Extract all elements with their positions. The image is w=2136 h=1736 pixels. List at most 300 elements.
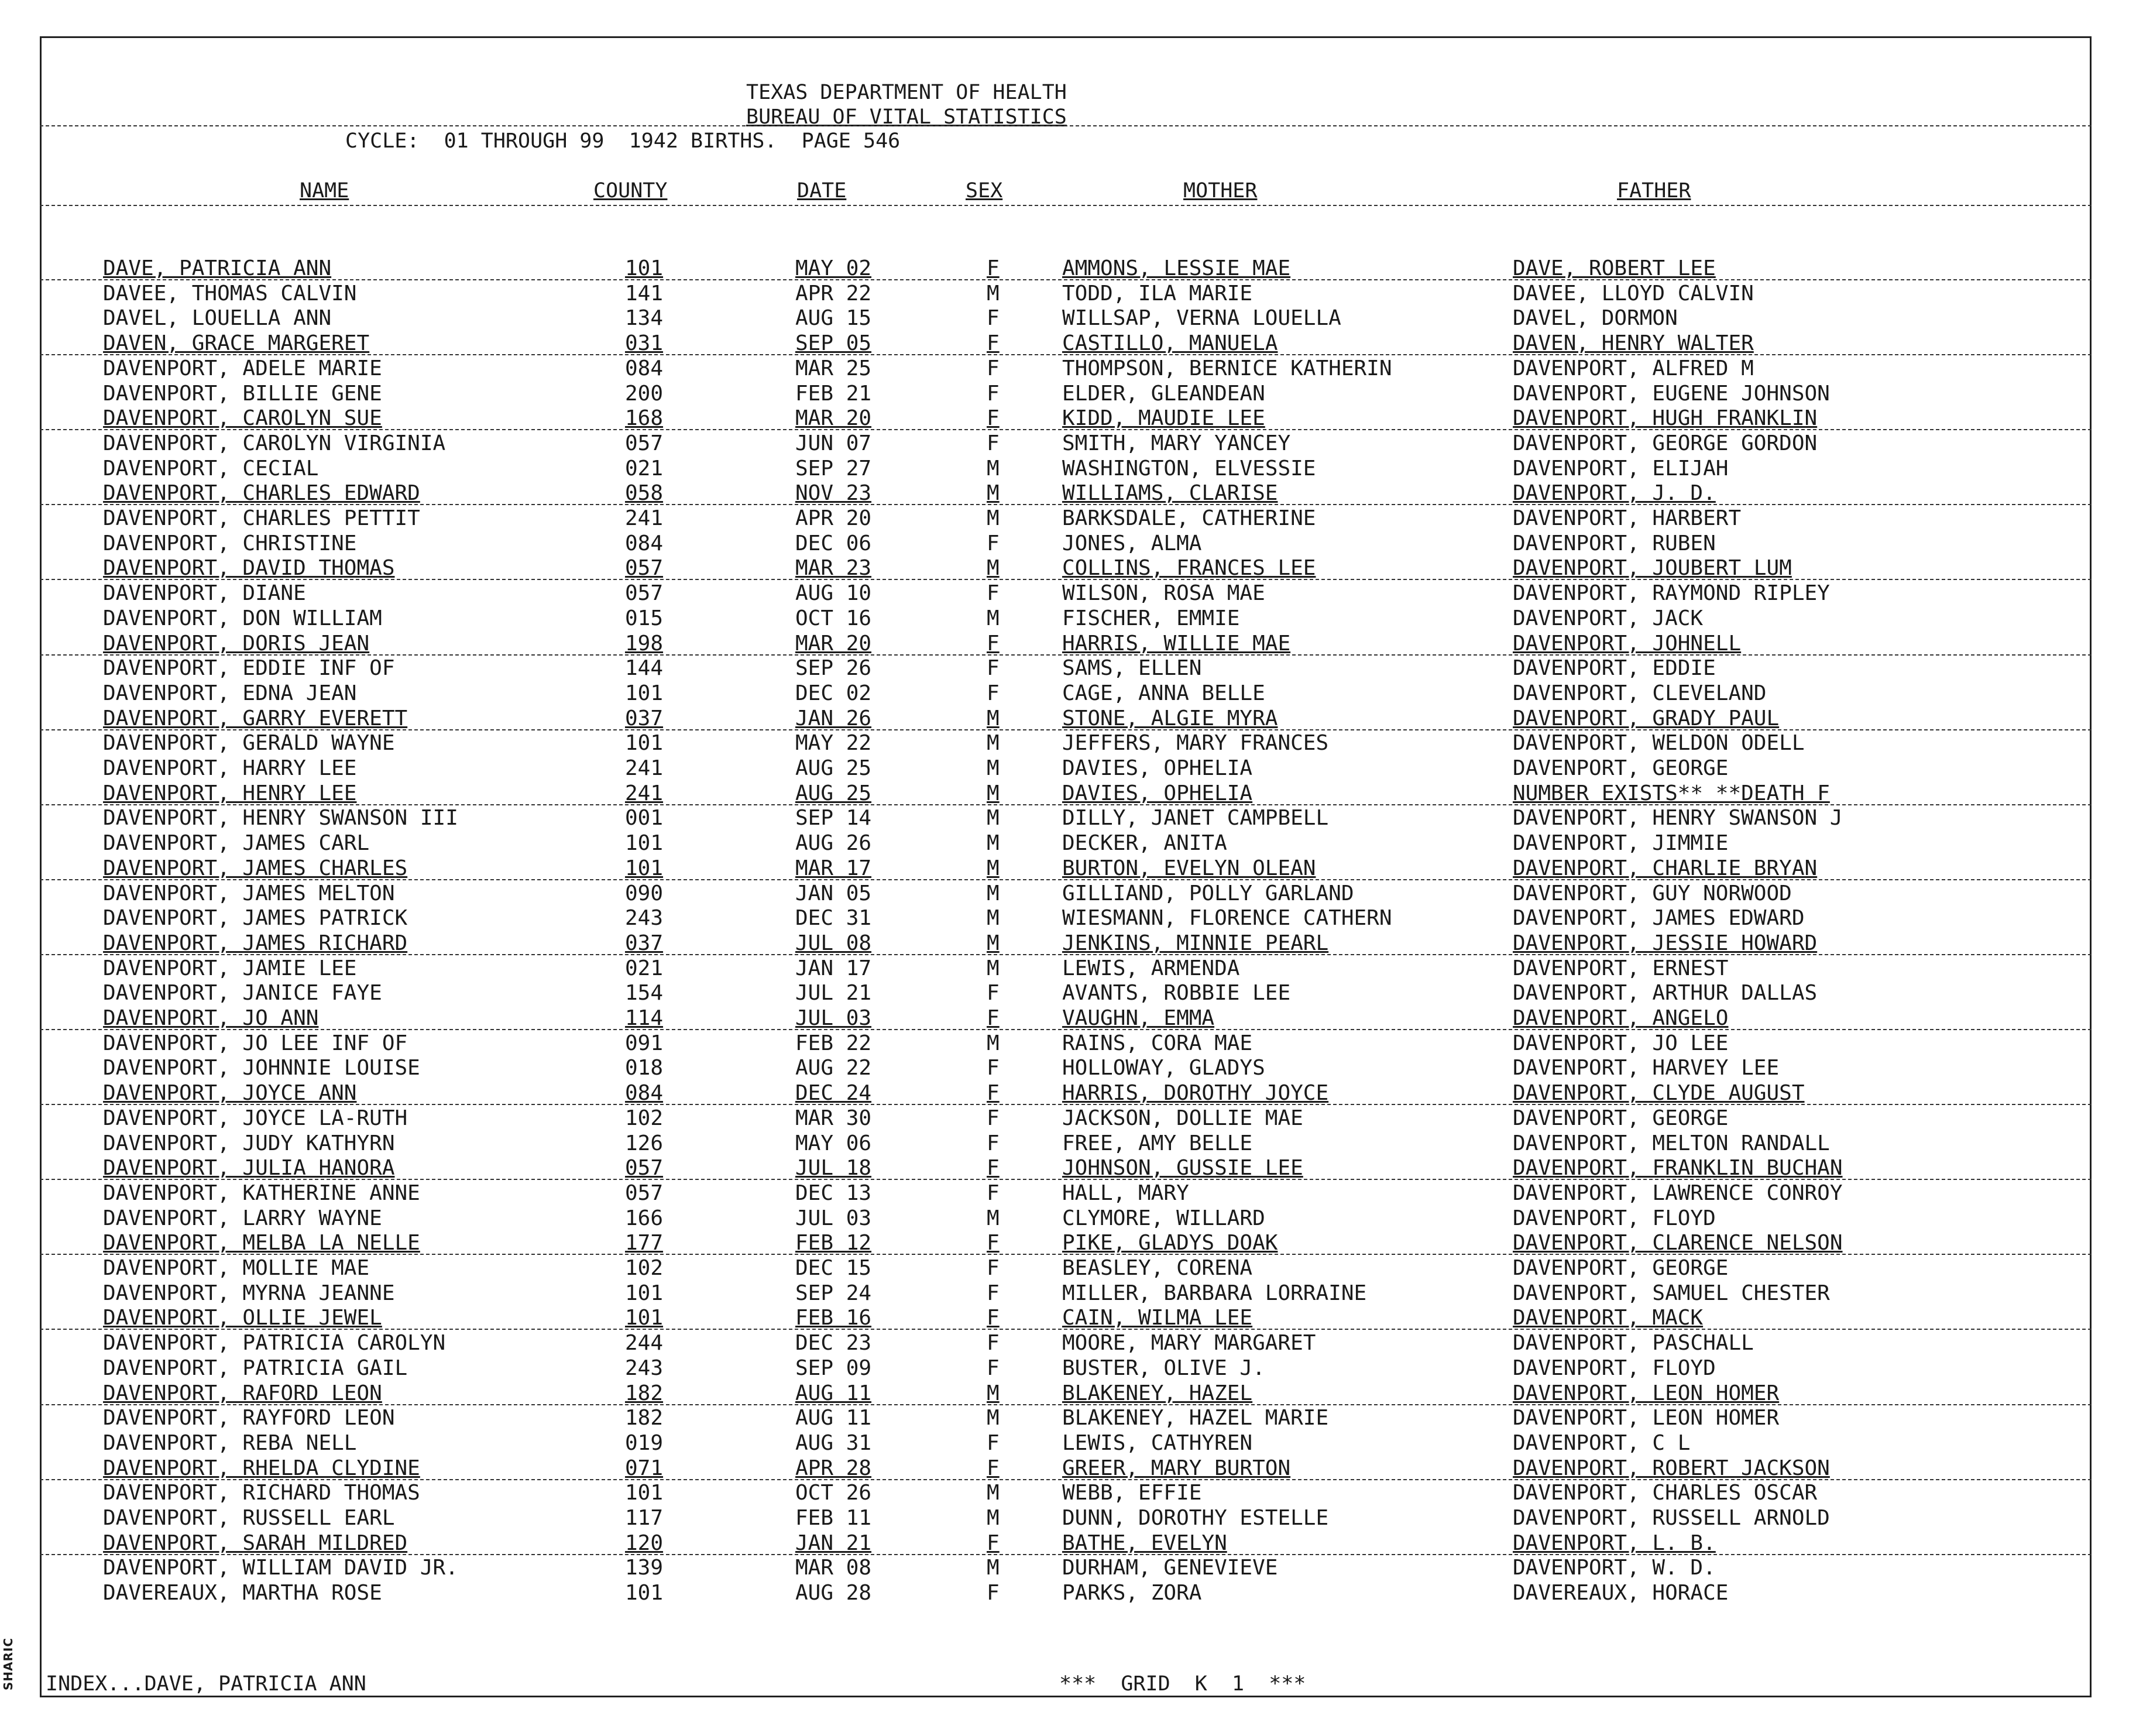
cell-name: DAVENPORT, RUSSELL EARL: [103, 1506, 395, 1530]
index-label: INDEX...DAVE, PATRICIA ANN: [46, 1672, 366, 1696]
cell-sex: F: [987, 1131, 1000, 1155]
cell-sex: F: [987, 1081, 1000, 1106]
cell-sex: M: [987, 706, 1000, 730]
cell-father: DAVENPORT, CLYDE AUGUST: [1513, 1081, 1805, 1106]
cell-county: 057: [625, 1156, 664, 1181]
cell-father: DAVEE, LLOYD CALVIN: [1513, 281, 1754, 306]
cell-name: DAVENPORT, JAMES CARL: [103, 831, 370, 856]
cell-date: JAN 21: [795, 1531, 872, 1555]
cell-father: DAVENPORT, MACK: [1513, 1306, 1704, 1330]
table-row: [0, 1483, 2136, 1507]
cell-father: DAVENPORT, HENRY SWANSON J: [1513, 806, 1843, 831]
cell-county: 102: [625, 1256, 664, 1280]
cell-sex: M: [987, 281, 1000, 306]
cell-mother: SMITH, MARY YANCEY: [1062, 431, 1291, 455]
cell-mother: BUSTER, OLIVE J.: [1062, 1356, 1265, 1380]
table-row: [0, 1430, 2136, 1457]
cell-county: 018: [625, 1056, 664, 1080]
cell-county: 071: [625, 1456, 664, 1480]
cell-sex: F: [987, 1281, 1000, 1305]
cell-name: DAVENPORT, JOYCE LA-RUTH: [103, 1106, 408, 1130]
cell-county: 037: [625, 706, 664, 730]
column-header-sex: SEX: [966, 179, 1003, 203]
cell-name: DAVENPORT, EDNA JEAN: [103, 681, 357, 705]
cell-mother: COLLINS, FRANCES LEE: [1062, 556, 1316, 581]
cell-mother: DECKER, ANITA: [1062, 831, 1227, 856]
cell-name: DAVENPORT, JAMES RICHARD: [103, 931, 408, 955]
cell-county: 031: [625, 331, 664, 356]
cell-name: DAVENPORT, RHELDA CLYDINE: [103, 1456, 420, 1480]
cell-mother: STONE, ALGIE MYRA: [1062, 706, 1278, 730]
cell-date: DEC 15: [795, 1256, 872, 1280]
cell-name: DAVENPORT, HENRY LEE: [103, 781, 357, 805]
cell-mother: CASTILLO, MANUELA: [1062, 331, 1278, 356]
cell-mother: CAIN, WILMA LEE: [1062, 1306, 1253, 1330]
cell-date: FEB 11: [795, 1506, 872, 1530]
table-row: [0, 908, 2136, 932]
cell-sex: M: [987, 856, 1000, 880]
cell-mother: DURHAM, GENEVIEVE: [1062, 1556, 1278, 1580]
cell-date: AUG 25: [795, 756, 872, 780]
group-rule: [40, 1404, 2092, 1405]
cell-name: DAVENPORT, JANICE FAYE: [103, 981, 382, 1006]
cell-father: DAVE, ROBERT LEE: [1513, 256, 1716, 280]
cell-mother: DILLY, JANET CAMPBELL: [1062, 806, 1329, 831]
cell-name: DAVENPORT, RAYFORD LEON: [103, 1406, 395, 1430]
cell-county: 166: [625, 1206, 664, 1230]
cell-mother: JENKINS, MINNIE PEARL: [1062, 931, 1329, 955]
cell-sex: F: [987, 356, 1000, 380]
cell-county: 144: [625, 656, 664, 681]
table-row: [0, 1208, 2136, 1233]
cell-name: DAVENPORT, DON WILLIAM: [103, 606, 382, 630]
cell-sex: F: [987, 1056, 1000, 1080]
cell-sex: M: [987, 931, 1000, 955]
cell-sex: F: [987, 1006, 1000, 1030]
cell-county: 244: [625, 1331, 664, 1356]
cell-date: MAR 20: [795, 406, 872, 431]
table-row: [0, 758, 2136, 783]
cell-sex: M: [987, 781, 1000, 805]
table-row: [0, 1108, 2136, 1133]
cell-county: 101: [625, 731, 664, 756]
cell-mother: LEWIS, ARMENDA: [1062, 956, 1240, 980]
bureau-title: BUREAU OF VITAL STATISTICS: [746, 105, 1067, 129]
cell-date: NOV 23: [795, 481, 872, 506]
cell-county: 091: [625, 1031, 664, 1055]
cell-mother: WILSON, ROSA MAE: [1062, 581, 1265, 606]
cell-date: SEP 27: [795, 456, 872, 481]
cell-name: DAVENPORT, CHARLES EDWARD: [103, 481, 420, 506]
cell-father: DAVENPORT, SAMUEL CHESTER: [1513, 1281, 1830, 1305]
cell-sex: M: [987, 456, 1000, 481]
table-row: [0, 1408, 2136, 1432]
cell-sex: M: [987, 906, 1000, 931]
cell-sex: F: [987, 1306, 1000, 1330]
cell-date: DEC 06: [795, 531, 872, 555]
cell-date: AUG 22: [795, 1056, 872, 1080]
cell-sex: F: [987, 1456, 1000, 1480]
cell-date: DEC 24: [795, 1081, 872, 1106]
cell-sex: F: [987, 1256, 1000, 1280]
cell-father: DAVENPORT, JO LEE: [1513, 1031, 1729, 1055]
cell-father: DAVEREAUX, HORACE: [1513, 1581, 1729, 1605]
cell-father: DAVENPORT, CLARENCE NELSON: [1513, 1231, 1843, 1255]
table-row: [0, 308, 2136, 332]
cell-mother: THOMPSON, BERNICE KATHERIN: [1062, 356, 1392, 380]
cell-father: DAVENPORT, GEORGE: [1513, 756, 1729, 780]
cell-mother: MILLER, BARBARA LORRAINE: [1062, 1281, 1367, 1305]
table-row: [0, 583, 2136, 608]
table-row: [0, 1283, 2136, 1308]
cell-county: 101: [625, 831, 664, 856]
cell-name: DAVEN, GRACE MARGERET: [103, 331, 370, 356]
column-header-rule: [40, 205, 2092, 206]
cell-mother: HOLLOWAY, GLADYS: [1062, 1056, 1265, 1080]
cell-mother: ELDER, GLEANDEAN: [1062, 381, 1265, 406]
cell-name: DAVENPORT, JOHNNIE LOUISE: [103, 1056, 420, 1080]
cell-sex: F: [987, 656, 1000, 681]
cell-county: 243: [625, 1356, 664, 1380]
table-row: [0, 283, 2136, 308]
cell-father: DAVENPORT, J. D.: [1513, 481, 1716, 506]
cell-sex: F: [987, 1231, 1000, 1255]
cell-date: JUL 03: [795, 1206, 872, 1230]
group-rule: [40, 504, 2092, 505]
cell-mother: SAMS, ELLEN: [1062, 656, 1202, 681]
cell-sex: M: [987, 506, 1000, 530]
cell-father: DAVENPORT, FLOYD: [1513, 1206, 1716, 1230]
table-row: [0, 658, 2136, 682]
cell-name: DAVENPORT, DAVID THOMAS: [103, 556, 395, 581]
cell-mother: BLAKENEY, HAZEL MARIE: [1062, 1406, 1329, 1430]
cell-father: DAVENPORT, FLOYD: [1513, 1356, 1716, 1380]
cell-sex: M: [987, 1206, 1000, 1230]
cell-county: 084: [625, 531, 664, 555]
column-header-father: FATHER: [1617, 179, 1691, 203]
cell-name: DAVE, PATRICIA ANN: [103, 256, 332, 280]
cell-father: DAVENPORT, GRADY PAUL: [1513, 706, 1780, 730]
cell-county: 154: [625, 981, 664, 1006]
cell-name: DAVENPORT, JAMIE LEE: [103, 956, 357, 980]
cell-mother: LEWIS, CATHYREN: [1062, 1430, 1253, 1455]
cell-sex: M: [987, 481, 1000, 506]
cell-mother: WILLSAP, VERNA LOUELLA: [1062, 306, 1341, 331]
column-header-county: COUNTY: [593, 179, 668, 203]
cell-date: SEP 26: [795, 656, 872, 681]
cell-name: DAVENPORT, BILLIE GENE: [103, 381, 382, 406]
cell-name: DAVENPORT, DORIS JEAN: [103, 631, 370, 656]
cell-county: 241: [625, 506, 664, 530]
cell-date: SEP 14: [795, 806, 872, 831]
cell-sex: F: [987, 331, 1000, 356]
cell-sex: F: [987, 531, 1000, 555]
cell-county: 101: [625, 256, 664, 280]
cell-father: DAVENPORT, ALFRED M: [1513, 356, 1754, 380]
cell-father: DAVEN, HENRY WALTER: [1513, 331, 1754, 356]
table-row: [0, 1333, 2136, 1357]
cell-county: 120: [625, 1531, 664, 1555]
cell-date: APR 20: [795, 506, 872, 530]
cell-name: DAVENPORT, HENRY SWANSON III: [103, 806, 458, 831]
cell-name: DAVENPORT, CAROLYN SUE: [103, 406, 382, 431]
cell-county: 101: [625, 1581, 664, 1605]
cell-mother: JOHNSON, GUSSIE LEE: [1062, 1156, 1303, 1181]
table-row: [0, 533, 2136, 558]
cell-date: MAY 06: [795, 1131, 872, 1155]
cell-mother: TODD, ILA MARIE: [1062, 281, 1253, 306]
cell-mother: BARKSDALE, CATHERINE: [1062, 506, 1316, 530]
cell-date: AUG 28: [795, 1581, 872, 1605]
group-rule: [40, 354, 2092, 355]
table-row: [0, 1033, 2136, 1058]
cell-name: DAVEE, THOMAS CALVIN: [103, 281, 357, 306]
cell-county: 126: [625, 1131, 664, 1155]
cell-mother: CLYMORE, WILLARD: [1062, 1206, 1265, 1230]
cell-county: 019: [625, 1430, 664, 1455]
cell-mother: GREER, MARY BURTON: [1062, 1456, 1291, 1480]
cell-mother: GILLIAND, POLLY GARLAND: [1062, 881, 1354, 905]
cell-mother: DAVIES, OPHELIA: [1062, 756, 1253, 780]
cell-name: DAVENPORT, CECIAL: [103, 456, 319, 481]
cell-date: SEP 05: [795, 331, 872, 356]
cell-name: DAVENPORT, JULIA HANORA: [103, 1156, 395, 1181]
cell-date: JUL 08: [795, 931, 872, 955]
cell-date: JAN 26: [795, 706, 872, 730]
cell-date: FEB 22: [795, 1031, 872, 1055]
cell-name: DAVENPORT, MYRNA JEANNE: [103, 1281, 395, 1305]
cell-mother: JACKSON, DOLLIE MAE: [1062, 1106, 1303, 1130]
cell-father: DAVENPORT, FRANKLIN BUCHAN: [1513, 1156, 1843, 1181]
cell-sex: F: [987, 306, 1000, 331]
table-row: [0, 1358, 2136, 1382]
cell-father: DAVENPORT, GEORGE GORDON: [1513, 431, 1818, 455]
cell-date: AUG 31: [795, 1430, 872, 1455]
cell-date: SEP 24: [795, 1281, 872, 1305]
cell-mother: VAUGHN, EMMA: [1062, 1006, 1215, 1030]
header-rule: [40, 125, 2092, 126]
cell-date: AUG 26: [795, 831, 872, 856]
table-row: [0, 733, 2136, 757]
cell-mother: CAGE, ANNA BELLE: [1062, 681, 1265, 705]
cell-date: MAR 25: [795, 356, 872, 380]
cell-county: 114: [625, 1006, 664, 1030]
cell-name: DAVENPORT, CHARLES PETTIT: [103, 506, 420, 530]
cell-name: DAVENPORT, JO ANN: [103, 1006, 319, 1030]
cell-father: DAVENPORT, W. D.: [1513, 1556, 1716, 1580]
cell-father: DAVENPORT, HUGH FRANKLIN: [1513, 406, 1818, 431]
table-row: [0, 883, 2136, 908]
cell-date: OCT 26: [795, 1481, 872, 1505]
cell-father: NUMBER EXISTS** **DEATH F: [1513, 781, 1830, 805]
cell-sex: F: [987, 1581, 1000, 1605]
cell-county: 177: [625, 1231, 664, 1255]
group-rule: [40, 1179, 2092, 1180]
cell-county: 058: [625, 481, 664, 506]
cell-date: JAN 05: [795, 881, 872, 905]
cell-date: JUL 03: [795, 1006, 872, 1030]
agency-title: TEXAS DEPARTMENT OF HEALTH: [746, 81, 1067, 104]
cell-sex: F: [987, 681, 1000, 705]
cell-father: DAVENPORT, LEON HOMER: [1513, 1381, 1780, 1405]
cell-date: AUG 25: [795, 781, 872, 805]
cell-father: DAVENPORT, LEON HOMER: [1513, 1406, 1780, 1430]
table-row: [0, 1508, 2136, 1532]
cell-mother: JEFFERS, MARY FRANCES: [1062, 731, 1329, 756]
cell-date: AUG 11: [795, 1406, 872, 1430]
cell-date: DEC 02: [795, 681, 872, 705]
cell-mother: AMMONS, LESSIE MAE: [1062, 256, 1291, 280]
cell-name: DAVENPORT, CAROLYN VIRGINIA: [103, 431, 446, 455]
cell-mother: HALL, MARY: [1062, 1181, 1189, 1205]
cell-sex: M: [987, 881, 1000, 905]
table-row: [0, 1058, 2136, 1082]
cell-name: DAVENPORT, LARRY WAYNE: [103, 1206, 382, 1230]
cell-name: DAVENPORT, KATHERINE ANNE: [103, 1181, 420, 1205]
cell-county: 057: [625, 556, 664, 581]
cell-father: DAVENPORT, JAMES EDWARD: [1513, 906, 1805, 931]
cell-sex: M: [987, 1381, 1000, 1405]
cell-sex: M: [987, 1506, 1000, 1530]
cell-father: DAVENPORT, WELDON ODELL: [1513, 731, 1805, 756]
cell-father: DAVENPORT, JACK: [1513, 606, 1704, 630]
table-row: [0, 683, 2136, 708]
table-row: [0, 608, 2136, 633]
cell-name: DAVENPORT, OLLIE JEWEL: [103, 1306, 382, 1330]
cell-date: DEC 31: [795, 906, 872, 931]
cell-name: DAVENPORT, JO LEE INF OF: [103, 1031, 408, 1055]
table-row: [0, 983, 2136, 1007]
cell-date: MAR 30: [795, 1106, 872, 1130]
cell-county: 102: [625, 1106, 664, 1130]
group-rule: [40, 1329, 2092, 1330]
grid-label: *** GRID K 1 ***: [1059, 1672, 1306, 1696]
cell-county: 200: [625, 381, 664, 406]
cell-mother: FISCHER, EMMIE: [1062, 606, 1240, 630]
cell-name: DAVEREAUX, MARTHA ROSE: [103, 1581, 382, 1605]
cell-father: DAVENPORT, ERNEST: [1513, 956, 1729, 980]
cell-date: JUN 07: [795, 431, 872, 455]
cell-mother: BLAKENEY, HAZEL: [1062, 1381, 1253, 1405]
cell-father: DAVENPORT, JESSIE HOWARD: [1513, 931, 1818, 955]
cell-sex: F: [987, 1331, 1000, 1356]
table-row: [0, 958, 2136, 983]
cell-date: FEB 21: [795, 381, 872, 406]
cell-mother: WEBB, EFFIE: [1062, 1481, 1202, 1505]
cell-father: DAVENPORT, MELTON RANDALL: [1513, 1131, 1830, 1155]
cell-sex: M: [987, 831, 1000, 856]
cell-father: DAVENPORT, ANGELO: [1513, 1006, 1729, 1030]
cell-father: DAVENPORT, CLEVELAND: [1513, 681, 1767, 705]
cell-county: 015: [625, 606, 664, 630]
cell-father: DAVENPORT, JOUBERT LUM: [1513, 556, 1792, 581]
cell-sex: M: [987, 606, 1000, 630]
cell-mother: JONES, ALMA: [1062, 531, 1202, 555]
cell-county: 001: [625, 806, 664, 831]
cell-mother: AVANTS, ROBBIE LEE: [1062, 981, 1291, 1006]
cell-county: 084: [625, 1081, 664, 1106]
cell-mother: BEASLEY, CORENA: [1062, 1256, 1253, 1280]
cell-mother: DUNN, DOROTHY ESTELLE: [1062, 1506, 1329, 1530]
column-header-name: NAME: [300, 179, 349, 203]
group-rule: [40, 954, 2092, 955]
cell-name: DAVENPORT, MOLLIE MAE: [103, 1256, 370, 1280]
cell-name: DAVENPORT, WILLIAM DAVID JR.: [103, 1556, 458, 1580]
cell-county: 198: [625, 631, 664, 656]
cell-father: DAVENPORT, EUGENE JOHNSON: [1513, 381, 1830, 406]
cell-father: DAVENPORT, PASCHALL: [1513, 1331, 1754, 1356]
cell-name: DAVENPORT, RICHARD THOMAS: [103, 1481, 420, 1505]
cell-county: 021: [625, 456, 664, 481]
cell-sex: F: [987, 631, 1000, 656]
cell-name: DAVENPORT, SARAH MILDRED: [103, 1531, 408, 1555]
cell-father: DAVENPORT, JOHNELL: [1513, 631, 1742, 656]
cell-father: DAVENPORT, GUY NORWOOD: [1513, 881, 1792, 905]
cell-sex: F: [987, 381, 1000, 406]
table-row: [0, 833, 2136, 857]
cell-county: 117: [625, 1506, 664, 1530]
cell-father: DAVENPORT, L. B.: [1513, 1531, 1716, 1555]
cell-father: DAVENPORT, GEORGE: [1513, 1256, 1729, 1280]
cell-mother: KIDD, MAUDIE LEE: [1062, 406, 1265, 431]
cell-county: 141: [625, 281, 664, 306]
group-rule: [40, 279, 2092, 280]
table-row: [0, 1583, 2136, 1607]
cell-county: 182: [625, 1406, 664, 1430]
cell-mother: DAVIES, OPHELIA: [1062, 781, 1253, 805]
cell-county: 090: [625, 881, 664, 905]
cell-county: 101: [625, 1481, 664, 1505]
cell-mother: MOORE, MARY MARGARET: [1062, 1331, 1316, 1356]
cell-date: DEC 13: [795, 1181, 872, 1205]
cell-name: DAVEL, LOUELLA ANN: [103, 306, 332, 331]
cell-county: 021: [625, 956, 664, 980]
cell-sex: F: [987, 581, 1000, 606]
cell-mother: WILLIAMS, CLARISE: [1062, 481, 1278, 506]
cell-mother: RAINS, CORA MAE: [1062, 1031, 1253, 1055]
cell-date: AUG 11: [795, 1381, 872, 1405]
cell-sex: M: [987, 1556, 1000, 1580]
cell-sex: F: [987, 1181, 1000, 1205]
cell-name: DAVENPORT, JUDY KATHYRN: [103, 1131, 395, 1155]
group-rule: [40, 1554, 2092, 1555]
cell-sex: F: [987, 406, 1000, 431]
cell-mother: BURTON, EVELYN OLEAN: [1062, 856, 1316, 880]
cell-father: DAVENPORT, ELIJAH: [1513, 456, 1729, 481]
cell-father: DAVENPORT, JIMMIE: [1513, 831, 1729, 856]
cell-name: DAVENPORT, DIANE: [103, 581, 306, 606]
table-row: [0, 1183, 2136, 1207]
cell-sex: M: [987, 806, 1000, 831]
table-row: [0, 1258, 2136, 1282]
cell-county: 241: [625, 781, 664, 805]
cell-father: DAVENPORT, HARVEY LEE: [1513, 1056, 1780, 1080]
cell-date: OCT 16: [795, 606, 872, 630]
cell-county: 101: [625, 1281, 664, 1305]
cell-father: DAVENPORT, GEORGE: [1513, 1106, 1729, 1130]
cell-date: MAR 17: [795, 856, 872, 880]
cell-date: JUL 18: [795, 1156, 872, 1181]
group-rule: [40, 654, 2092, 656]
cell-date: AUG 15: [795, 306, 872, 331]
cell-father: DAVENPORT, C L: [1513, 1430, 1691, 1455]
cell-date: MAR 23: [795, 556, 872, 581]
cell-name: DAVENPORT, MELBA LA NELLE: [103, 1231, 420, 1255]
cell-sex: F: [987, 1531, 1000, 1555]
table-row: [0, 358, 2136, 383]
cell-father: DAVENPORT, RAYMOND RIPLEY: [1513, 581, 1830, 606]
cell-sex: M: [987, 1031, 1000, 1055]
